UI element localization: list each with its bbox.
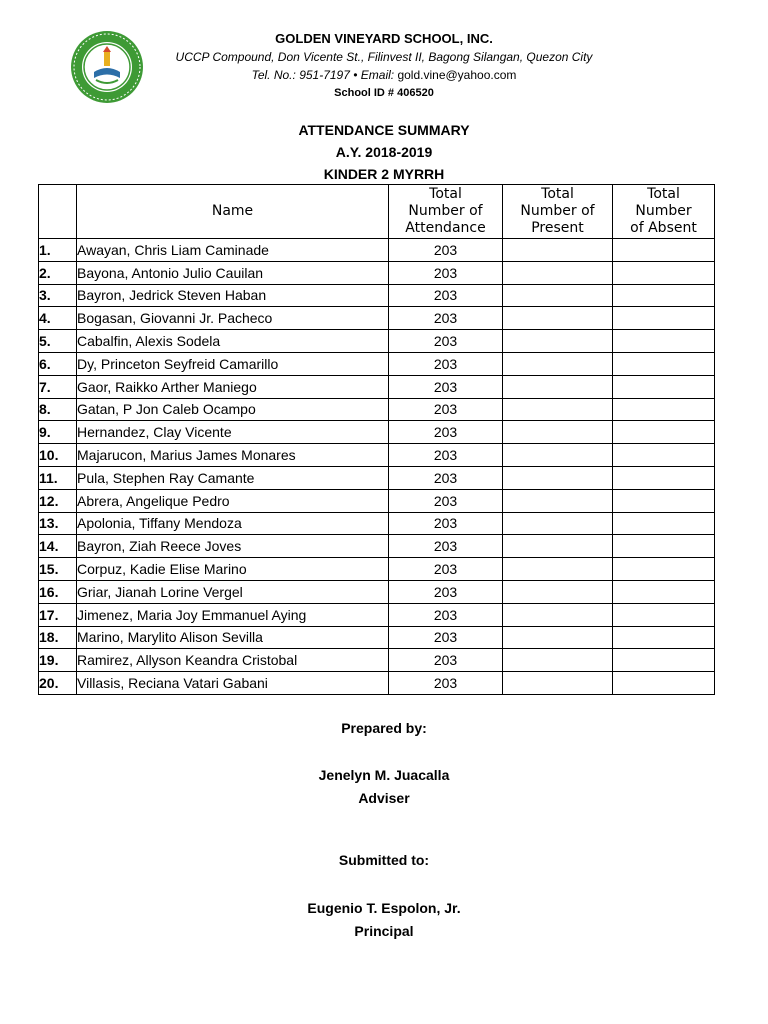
total-attendance: 203 [389, 489, 503, 512]
student-name: Corpuz, Kadie Elise Marino [77, 558, 389, 581]
total-attendance: 203 [389, 558, 503, 581]
total-absent [613, 421, 715, 444]
class-section: KINDER 2 MYRRH [323, 166, 445, 182]
total-present [503, 672, 613, 695]
row-number: 15. [39, 558, 77, 581]
table-row [39, 512, 715, 535]
attendance-table [38, 184, 715, 695]
row-number: 17. [39, 603, 77, 626]
principal-name: Eugenio T. Espolon, Jr. [307, 900, 461, 916]
adviser-title: Adviser [358, 790, 410, 806]
total-present [503, 375, 613, 398]
total-present [503, 421, 613, 444]
student-name: Bayona, Antonio Julio Cauilan [77, 261, 389, 284]
col-header-present [503, 185, 613, 239]
total-attendance: 203 [389, 239, 503, 262]
student-name: Griar, Jianah Lorine Vergel [77, 580, 389, 603]
row-number: 16. [39, 580, 77, 603]
col-header-absent [613, 185, 715, 239]
academic-year: A.Y. 2018-2019 [335, 144, 433, 160]
total-present [503, 398, 613, 421]
total-attendance: 203 [389, 352, 503, 375]
total-present [503, 330, 613, 353]
row-number: 19. [39, 649, 77, 672]
table-row [39, 603, 715, 626]
row-number: 20. [39, 672, 77, 695]
document-titles [0, 119, 768, 185]
col-header-present-line: Present [531, 220, 584, 236]
submitted-to-block [0, 897, 768, 943]
school-seal-logo [70, 30, 144, 104]
table-row [39, 535, 715, 558]
prepared-by-block [0, 764, 768, 810]
total-absent [613, 284, 715, 307]
table-row [39, 649, 715, 672]
row-number: 18. [39, 626, 77, 649]
principal-title: Principal [354, 923, 414, 939]
table-row [39, 558, 715, 581]
col-header-name-text: Name [211, 203, 254, 219]
total-absent [613, 239, 715, 262]
col-header-attendance [389, 185, 503, 239]
col-header-name [77, 185, 389, 239]
col-header-number [39, 185, 77, 239]
total-absent [613, 466, 715, 489]
total-present [503, 626, 613, 649]
student-name: Gaor, Raikko Arther Maniego [77, 375, 389, 398]
total-attendance: 203 [389, 284, 503, 307]
row-number: 14. [39, 535, 77, 558]
table-row [39, 672, 715, 695]
student-name: Ramirez, Allyson Keandra Cristobal [77, 649, 389, 672]
row-number: 3. [39, 284, 77, 307]
total-attendance: 203 [389, 603, 503, 626]
adviser-name: Jenelyn M. Juacalla [318, 767, 450, 783]
col-header-attendance-line: Total [429, 186, 462, 202]
student-name: Abrera, Angelique Pedro [77, 489, 389, 512]
row-number: 11. [39, 466, 77, 489]
col-header-present-line: Number of [520, 203, 595, 219]
table-row [39, 307, 715, 330]
table-header-row [39, 185, 715, 239]
total-absent [613, 261, 715, 284]
total-attendance: 203 [389, 261, 503, 284]
row-number: 10. [39, 444, 77, 467]
total-present [503, 307, 613, 330]
school-address: UCCP Compound, Don Vicente St., Filinvest II, Bagong Silangan, Quezon City [175, 50, 593, 64]
table-row [39, 352, 715, 375]
student-name: Bayron, Ziah Reece Joves [77, 535, 389, 558]
total-attendance: 203 [389, 672, 503, 695]
total-attendance: 203 [389, 466, 503, 489]
letterhead [0, 0, 768, 110]
student-name: Jimenez, Maria Joy Emmanuel Aying [77, 603, 389, 626]
total-attendance: 203 [389, 444, 503, 467]
student-name: Dy, Princeton Seyfreid Camarillo [77, 352, 389, 375]
total-absent [613, 444, 715, 467]
row-number: 12. [39, 489, 77, 512]
student-name: Majarucon, Marius James Monares [77, 444, 389, 467]
total-attendance: 203 [389, 375, 503, 398]
row-number: 4. [39, 307, 77, 330]
student-name: Marino, Marylito Alison Sevilla [77, 626, 389, 649]
total-absent [613, 330, 715, 353]
student-name: Awayan, Chris Liam Caminade [77, 239, 389, 262]
school-id: School ID # 406520 [334, 87, 434, 99]
total-present [503, 239, 613, 262]
total-present [503, 261, 613, 284]
total-absent [613, 672, 715, 695]
total-present [503, 352, 613, 375]
school-name: GOLDEN VINEYARD SCHOOL, INC. [275, 31, 493, 46]
row-number: 8. [39, 398, 77, 421]
row-number: 13. [39, 512, 77, 535]
total-present [503, 649, 613, 672]
total-absent [613, 603, 715, 626]
total-present [503, 580, 613, 603]
row-number: 9. [39, 421, 77, 444]
table-row [39, 444, 715, 467]
col-header-attendance-line: Attendance [405, 220, 486, 236]
total-absent [613, 489, 715, 512]
row-number: 5. [39, 330, 77, 353]
row-number: 2. [39, 261, 77, 284]
table-row [39, 466, 715, 489]
total-absent [613, 580, 715, 603]
total-present [503, 512, 613, 535]
col-header-absent-line: Number [635, 203, 692, 219]
total-absent [613, 375, 715, 398]
total-absent [613, 398, 715, 421]
total-attendance: 203 [389, 649, 503, 672]
row-number: 6. [39, 352, 77, 375]
total-attendance: 203 [389, 330, 503, 353]
student-name: Bogasan, Giovanni Jr. Pacheco [77, 307, 389, 330]
total-attendance: 203 [389, 398, 503, 421]
school-email: gold.vine@yahoo.com [397, 68, 517, 82]
document-title: ATTENDANCE SUMMARY [298, 122, 470, 138]
total-absent [613, 352, 715, 375]
table-row [39, 261, 715, 284]
total-present [503, 535, 613, 558]
total-attendance: 203 [389, 307, 503, 330]
table-row [39, 398, 715, 421]
total-present [503, 489, 613, 512]
table-row [39, 239, 715, 262]
row-number: 7. [39, 375, 77, 398]
tel-label: Tel. No.: 951-7197 • Email: [251, 68, 395, 82]
total-absent [613, 307, 715, 330]
student-name: Cabalfin, Alexis Sodela [77, 330, 389, 353]
total-attendance: 203 [389, 535, 503, 558]
total-absent [613, 558, 715, 581]
table-row [39, 284, 715, 307]
row-number: 1. [39, 239, 77, 262]
total-absent [613, 535, 715, 558]
student-name: Apolonia, Tiffany Mendoza [77, 512, 389, 535]
total-present [503, 444, 613, 467]
student-name: Villasis, Reciana Vatari Gabani [77, 672, 389, 695]
total-attendance: 203 [389, 626, 503, 649]
col-header-absent-line: Total [647, 186, 680, 202]
total-present [503, 466, 613, 489]
col-header-present-line: Total [541, 186, 574, 202]
total-attendance: 203 [389, 580, 503, 603]
total-present [503, 603, 613, 626]
total-attendance: 203 [389, 512, 503, 535]
col-header-absent-line: of Absent [630, 220, 697, 236]
table-row [39, 375, 715, 398]
table-row [39, 580, 715, 603]
student-name: Gatan, P Jon Caleb Ocampo [77, 398, 389, 421]
table-row [39, 421, 715, 444]
total-present [503, 558, 613, 581]
total-attendance: 203 [389, 421, 503, 444]
school-contact [150, 66, 618, 84]
table-row [39, 489, 715, 512]
total-present [503, 284, 613, 307]
table-row [39, 330, 715, 353]
student-name: Bayron, Jedrick Steven Haban [77, 284, 389, 307]
submitted-to-label: Submitted to: [338, 852, 430, 868]
student-name: Pula, Stephen Ray Camante [77, 466, 389, 489]
table-row [39, 626, 715, 649]
total-absent [613, 626, 715, 649]
prepared-by-label: Prepared by: [341, 720, 427, 736]
total-absent [613, 512, 715, 535]
col-header-attendance-line: Number of [408, 203, 483, 219]
total-absent [613, 649, 715, 672]
student-name: Hernandez, Clay Vicente [77, 421, 389, 444]
